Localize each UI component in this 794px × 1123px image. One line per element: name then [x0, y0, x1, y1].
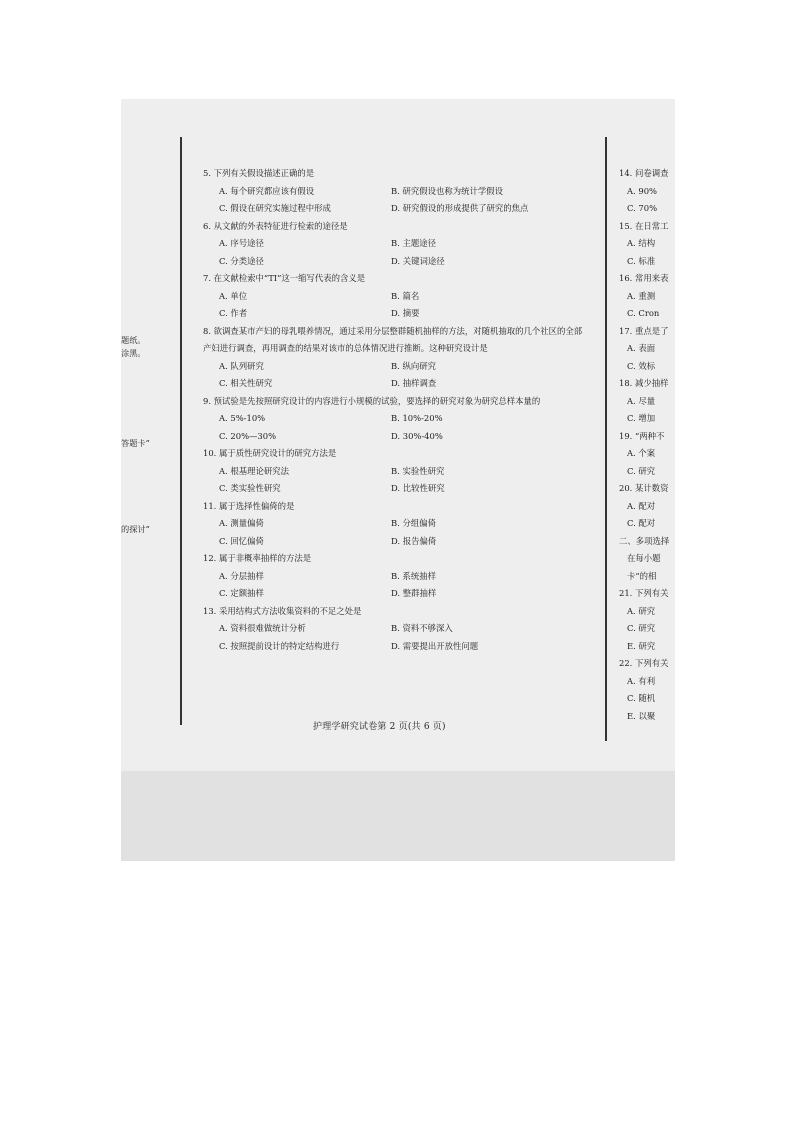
answer-option: B. 分组偏倚	[391, 518, 436, 528]
next-page-line: 卡”的相	[627, 570, 657, 581]
option-row	[203, 410, 583, 428]
next-page-line: 21. 下列有关	[619, 588, 669, 598]
left-fragment-text: 的探讨”	[121, 524, 150, 534]
answer-option: D. 报告偏倚	[391, 535, 437, 546]
page-footer: 护理学研究试卷第 2 页(共 6 页)	[313, 722, 446, 732]
next-page-line: C. Cron	[627, 308, 660, 318]
next-page-line: 14. 问卷调查	[619, 168, 669, 178]
answer-option: B. 纵向研究	[391, 360, 436, 371]
next-page-line: A. 表面	[627, 343, 656, 353]
next-page-line: E. 研究	[627, 640, 656, 651]
question-number: 5.	[203, 168, 211, 178]
answer-option: A. 队列研究	[219, 360, 264, 371]
option-row	[203, 568, 583, 586]
next-page-line: A. 90%	[627, 185, 657, 196]
answer-option: B. 研究假设也称为统计学假设	[391, 185, 503, 196]
next-page-line: 22. 下列有关	[619, 658, 669, 668]
question-number: 9.	[203, 395, 211, 406]
next-page-line: A. 尽量	[627, 395, 656, 406]
next-page-line: E. 以聚	[627, 710, 656, 721]
question-text: 预试验是先按照研究设计的内容进行小规模的试验，要选择的研究对象为研究总样本量的	[213, 395, 541, 406]
option-row	[203, 288, 583, 306]
question-text: 从文献的外表特征进行检索的途径是	[213, 220, 348, 231]
answer-option: A. 序号途径	[219, 238, 264, 248]
next-page-line: C. 增加	[627, 413, 656, 423]
option-row	[203, 305, 583, 323]
left-fragment-text: 涂黑。	[121, 348, 146, 358]
option-row	[203, 463, 583, 481]
question-number: 11.	[203, 500, 217, 511]
question-stem	[203, 445, 583, 463]
answer-option: A. 每个研究都应该有假设	[219, 185, 315, 196]
next-page-line: A. 研究	[627, 605, 656, 616]
left-fragment-text: 题纸。	[121, 335, 146, 345]
next-page-line: A. 重测	[627, 290, 656, 301]
question-column	[203, 165, 583, 655]
answer-option: C. 定额抽样	[219, 588, 264, 598]
answer-option: C. 回忆偏倚	[219, 535, 264, 546]
answer-option: A. 测量偏倚	[219, 518, 264, 528]
question-text: 在文献检索中“TI”这一缩写代表的含义是	[213, 273, 366, 283]
next-page-line: C. 研究	[627, 465, 656, 476]
next-page-line: 在每小题	[627, 553, 661, 563]
answer-option: A. 分层抽样	[219, 570, 264, 581]
answer-option: D. 研究假设的形成提供了研究的焦点	[391, 203, 529, 213]
question-stem	[203, 323, 583, 358]
answer-option: D. 30%-40%	[391, 430, 443, 441]
answer-option: A. 5%-10%	[219, 413, 266, 423]
next-page-line: 18. 减少抽样	[619, 378, 669, 388]
question-number: 10.	[203, 448, 217, 458]
answer-option: D. 摘要	[391, 308, 420, 318]
next-page-line: 19. “两种不	[619, 430, 665, 441]
answer-option: D. 抽样调查	[391, 378, 437, 388]
option-row	[203, 235, 583, 253]
question-stem	[203, 393, 583, 411]
answer-option: C. 20%—30%	[219, 430, 277, 441]
option-row	[203, 183, 583, 201]
next-page-line: C. 研究	[627, 623, 656, 633]
answer-option: C. 作者	[219, 308, 248, 318]
next-page-line: 17. 重点是了	[619, 325, 669, 336]
left-fragment-text: 答题卡”	[121, 438, 150, 448]
answer-option: C. 按照提前设计的特定结构进行	[219, 640, 340, 651]
option-row	[203, 200, 583, 218]
question-text: 属于质性研究设计的研究方法是	[219, 448, 337, 458]
question-stem	[203, 550, 583, 568]
option-row	[203, 253, 583, 271]
option-row	[203, 428, 583, 446]
option-row	[203, 515, 583, 533]
option-row	[203, 358, 583, 376]
answer-option: A. 根基理论研究法	[219, 465, 289, 476]
answer-option: B. 10%-20%	[391, 413, 443, 423]
next-page-line: C. 标准	[627, 255, 656, 266]
answer-option: A. 资料很难做统计分析	[219, 623, 306, 633]
next-page-column	[619, 165, 675, 725]
question-number: 12.	[203, 553, 217, 563]
answer-option: B. 系统抽样	[391, 570, 436, 581]
next-page-line: C. 随机	[627, 693, 656, 703]
next-page-line: C. 配对	[627, 518, 656, 528]
option-row	[203, 638, 583, 656]
question-stem	[203, 270, 583, 288]
question-stem	[203, 218, 583, 236]
question-text: 属于选择性偏倚的是	[219, 500, 295, 511]
answer-option: C. 类实验性研究	[219, 483, 281, 493]
next-page-line: 20. 某计数资	[619, 483, 669, 493]
next-page-line: A. 配对	[627, 500, 656, 511]
question-stem	[203, 603, 583, 621]
answer-option: B. 实验性研究	[391, 465, 445, 476]
answer-option: D. 整群抽样	[391, 588, 437, 598]
answer-option: A. 单位	[219, 290, 248, 301]
question-text: 下列有关假设描述正确的是	[213, 168, 315, 178]
question-text: 属于非概率抽样的方法是	[219, 553, 312, 563]
right-margin-rule	[605, 137, 607, 741]
question-text: 采用结构式方法收集资料的不足之处是	[219, 605, 362, 616]
answer-option: D. 需要提出开放性问题	[391, 640, 479, 651]
answer-option: C. 分类途径	[219, 255, 264, 266]
question-number: 7.	[203, 273, 211, 283]
next-page-line: 二、多项选择	[619, 535, 670, 546]
question-stem	[203, 498, 583, 516]
next-page-line: A. 有利	[627, 675, 656, 686]
scan-shadow-band	[121, 771, 675, 861]
answer-option: C. 假设在研究实施过程中形成	[219, 203, 331, 213]
answer-option: B. 主题途径	[391, 238, 436, 248]
question-stem	[203, 165, 583, 183]
left-margin-rule	[180, 137, 182, 725]
option-row	[203, 375, 583, 393]
answer-option: B. 资料不够深入	[391, 623, 453, 633]
next-page-line: C. 70%	[627, 203, 658, 213]
option-row	[203, 620, 583, 638]
answer-option: B. 篇名	[391, 290, 420, 301]
next-page-line: A. 结构	[627, 238, 656, 248]
answer-option: C. 相关性研究	[219, 378, 273, 388]
next-page-line: A. 个案	[627, 448, 656, 458]
answer-option: D. 关键词途径	[391, 255, 445, 266]
option-row	[203, 480, 583, 498]
question-number: 8.	[203, 325, 211, 336]
next-page-line: C. 效标	[627, 360, 656, 371]
option-row	[203, 585, 583, 603]
next-page-line: 15. 在日常工	[619, 220, 669, 231]
answer-option: D. 比较性研究	[391, 483, 445, 493]
question-number: 13.	[203, 605, 217, 616]
question-number: 6.	[203, 220, 211, 231]
next-page-line: 16. 常用来表	[619, 273, 669, 283]
option-row	[203, 533, 583, 551]
scanned-page	[121, 99, 675, 861]
question-text: 欲调查某市产妇的母乳喂养情况，通过采用分层整群随机抽样的方法，对随机抽取的几个社区的全部产妇进行调查，再用调查的结果对该市的总体情况进行推断。这种研究设计是	[203, 325, 583, 353]
